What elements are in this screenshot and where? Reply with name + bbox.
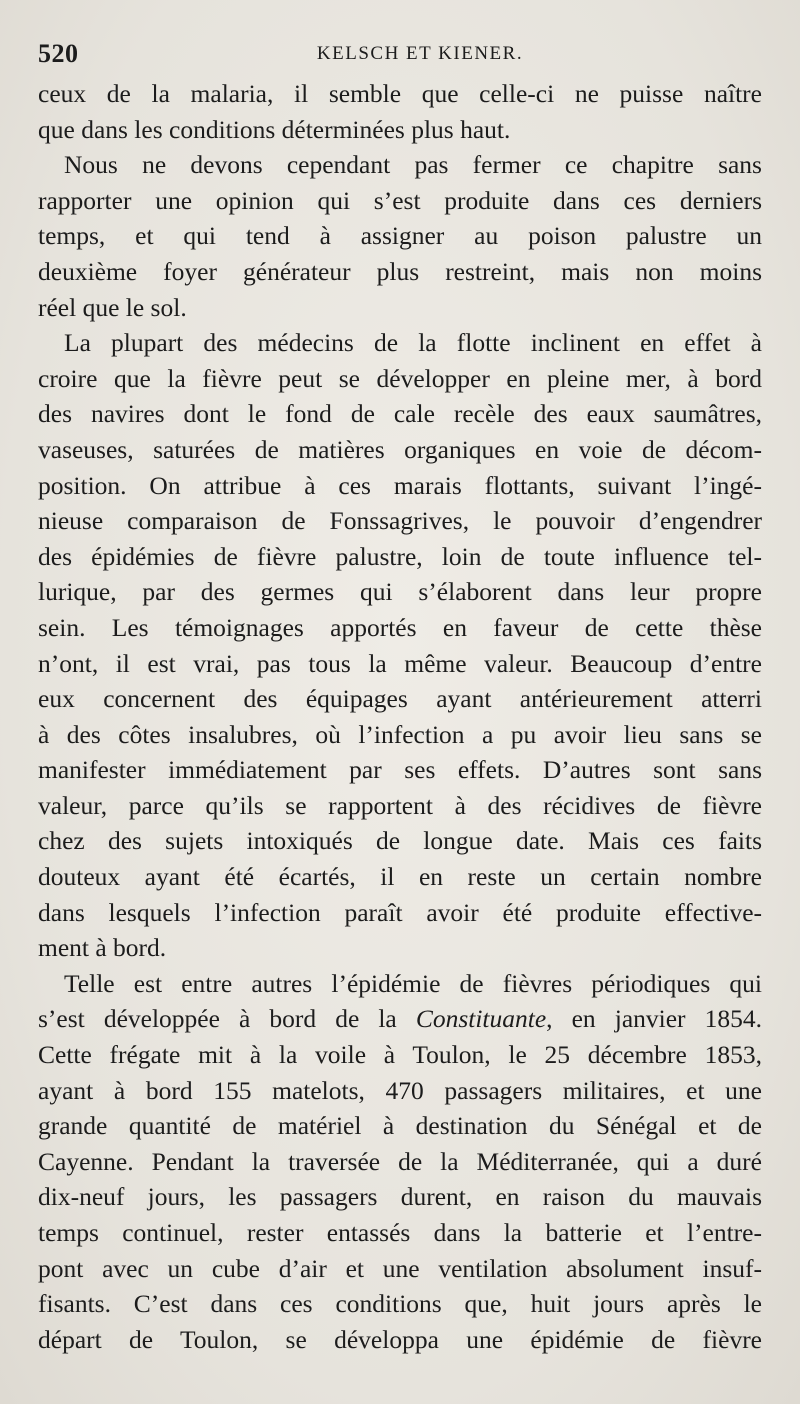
text-segment: , en janvier 1854.	[546, 1004, 762, 1034]
text-line: temps continuel, rester entassés dans la batterie et l’entre-	[38, 1218, 762, 1247]
text-line: rapporter une opinion qui s’est produite dans ces derniers	[38, 185, 762, 215]
text-line: ceux de la malaria, il semble que celle-ci ne puisse naître	[38, 79, 762, 108]
text-line: Cette frégate mit à la voile à Toulon, le 25 décembre 1853,	[38, 1040, 762, 1070]
page-number: 520	[38, 39, 79, 68]
running-title: KELSCH ET KIENER.	[316, 43, 524, 64]
text-line: dix-neuf jours, les passagers durent, en raison du mauvais	[38, 1182, 762, 1212]
paragraph-4	[38, 966, 762, 1358]
text-line: des épidémies de fièvre palustre, loin de toute influence tel-	[38, 541, 762, 571]
text-line: pont avec un cube d’air et une ventilation absolument insuf-	[38, 1253, 762, 1283]
text-line: vaseuses, saturées de matières organiques en voie de décom-	[38, 434, 762, 464]
text-line: douteux ayant été écartés, il en reste un certain nombre	[38, 862, 762, 892]
running-head	[38, 34, 762, 74]
text-line: manifester immédiatement par ses effets. D’autres sont sans	[38, 755, 762, 785]
text-line: deuxième foyer générateur plus restreint, mais non moins	[38, 256, 762, 286]
text-line: sein. Les témoignages apportés en faveur de cette thèse	[38, 612, 762, 642]
text-line: valeur, parce qu’ils se rapportent à des récidives de fièvre	[38, 790, 762, 820]
paragraph-3	[38, 325, 762, 966]
text-line: ayant à bord 155 matelots, 470 passagers militaires, et une	[38, 1075, 762, 1105]
text-line: lurique, par des germes qui s’élaborent dans leur propre	[38, 577, 762, 607]
text-line: des navires dont le fond de cale recèle des eaux saumâtres,	[38, 399, 762, 429]
text-line: que dans les conditions déterminées plus haut.	[38, 114, 511, 144]
ship-name: Constituante	[415, 1004, 547, 1034]
text-line: Telle est entre autres l’épidémie de fièvres périodiques qui	[64, 968, 762, 998]
text-line: ment à bord.	[38, 933, 167, 963]
text-line: à des côtes insalubres, où l’infection a pu avoir lieu sans se	[38, 719, 762, 749]
text-line: eux concernent des équipages ayant antérieurement atterri	[38, 684, 762, 714]
text-line: Cayenne. Pendant la traversée de la Méditerranée, qui a duré	[38, 1146, 762, 1176]
body-text	[38, 76, 762, 1357]
text-line: chez des sujets intoxiqués de longue date. Mais ces faits	[38, 826, 762, 856]
text-line: fisants. C’est dans ces conditions que, huit jours après le	[38, 1289, 762, 1319]
paragraph-1	[38, 76, 762, 147]
text-line: position. On attribue à ces marais flottants, suivant l’ingé-	[38, 470, 762, 500]
text-line: La plupart des médecins de la flotte inclinent en effet à	[64, 328, 762, 358]
text-line: croire que la fièvre peut se développer en pleine mer, à bord	[38, 363, 762, 393]
text-line: réel que le sol.	[38, 292, 187, 322]
text-line: n’ont, il est vrai, pas tous la même valeur. Beaucoup d’entre	[38, 648, 762, 678]
text-segment: s’est développée à bord de la	[38, 1004, 416, 1034]
text-line: grande quantité de matériel à destination du Sénégal et de	[38, 1111, 762, 1141]
text-line: temps, et qui tend à assigner au poison palustre un	[38, 221, 762, 251]
text-line: Nous ne devons cependant pas fermer ce chapitre sans	[64, 150, 762, 180]
text-line: dans lesquels l’infection paraît avoir été produite effective-	[38, 897, 762, 927]
text-line: départ de Toulon, se développa une épidémie de fièvre	[38, 1324, 762, 1354]
paragraph-2	[38, 147, 762, 325]
text-line	[38, 1001, 762, 1037]
text-line: nieuse comparaison de Fonssagrives, le pouvoir d’engendrer	[38, 506, 762, 536]
